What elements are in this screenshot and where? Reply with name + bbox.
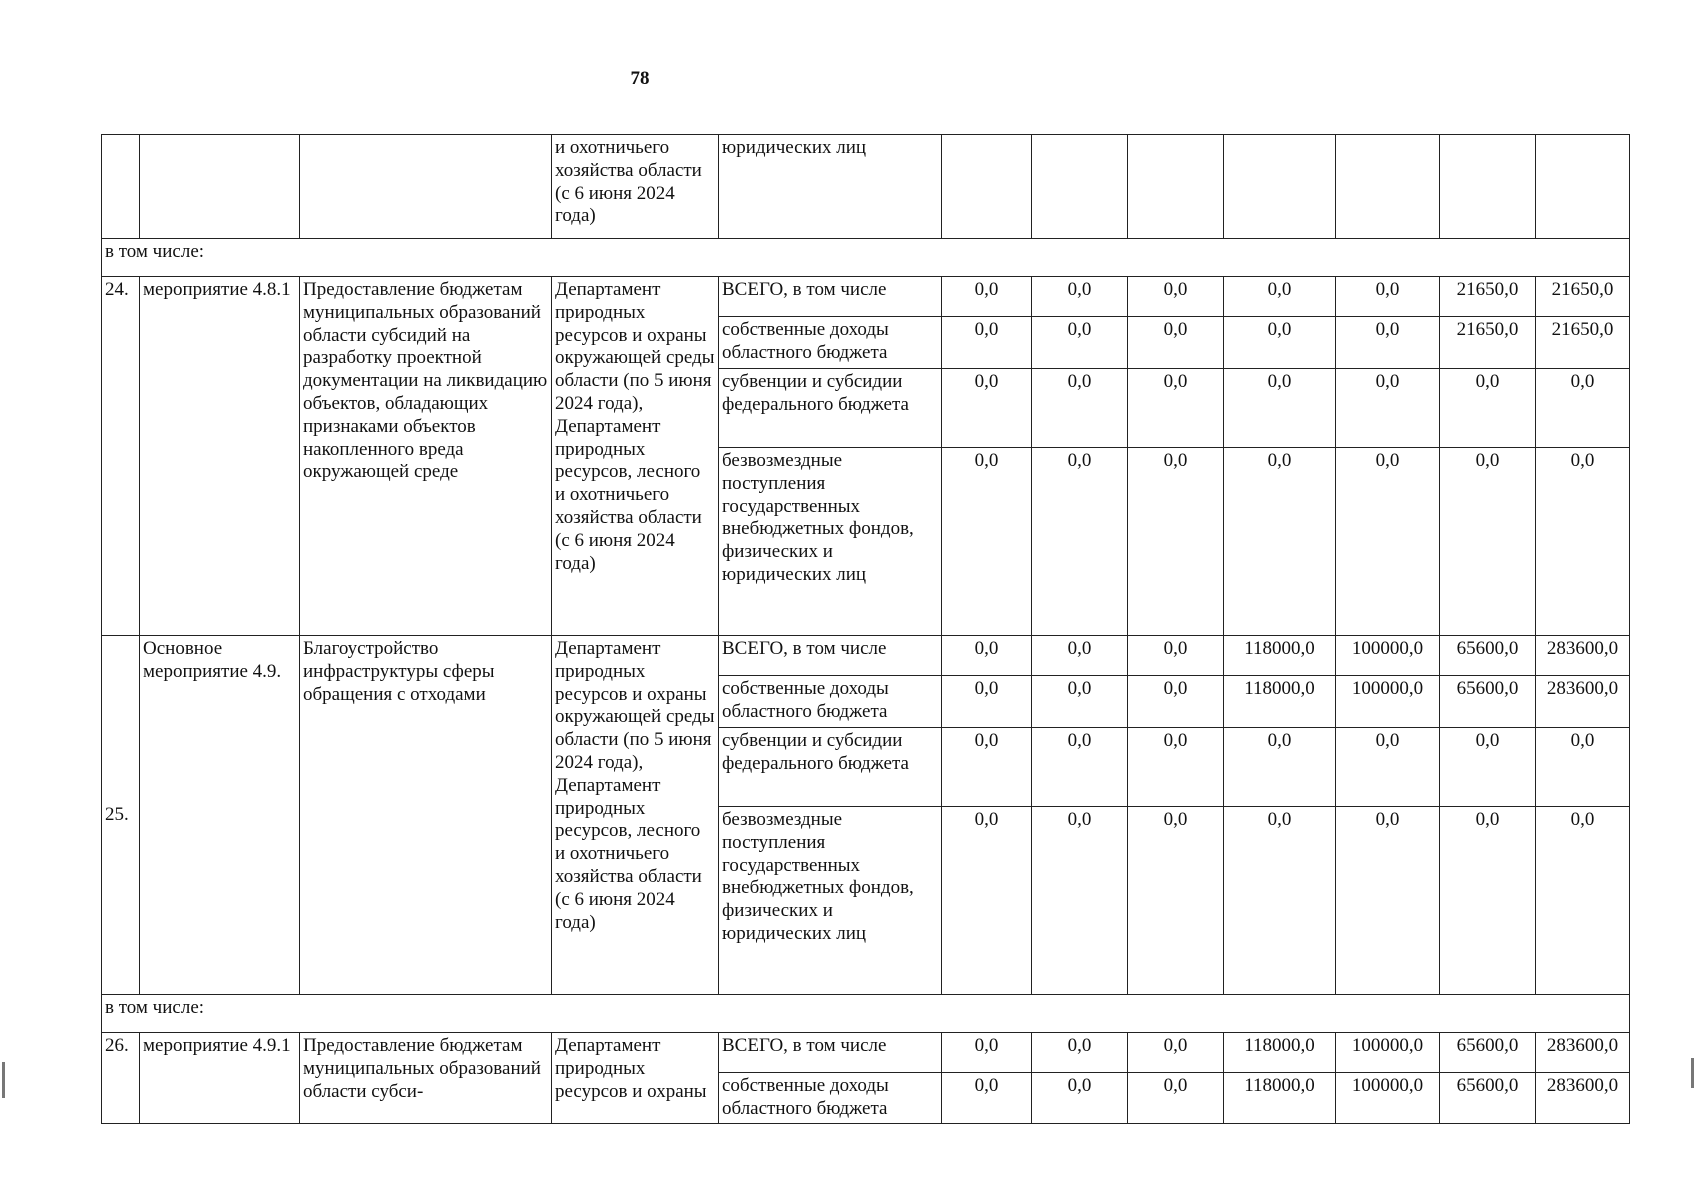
value-cell: 0,0 (1032, 636, 1128, 676)
value-cell: 100000,0 (1336, 636, 1440, 676)
value-cell: 65600,0 (1440, 1073, 1536, 1124)
source-label: ВСЕГО, в том числе (719, 1033, 942, 1073)
measure-number: 24. (102, 277, 140, 636)
value-cell: 0,0 (1336, 317, 1440, 369)
value-cell: 0,0 (1224, 277, 1336, 317)
value-cell: 0,0 (1336, 807, 1440, 995)
value-cell: 0,0 (942, 636, 1032, 676)
value-cell: 0,0 (1032, 448, 1128, 636)
value-cell: 21650,0 (1536, 277, 1630, 317)
value-cell: 0,0 (1032, 676, 1128, 728)
value-cell: 0,0 (942, 1033, 1032, 1073)
value-cell: 0,0 (942, 369, 1032, 448)
source-label: собственные доходы областного бюджета (719, 317, 942, 369)
value-cell: 100000,0 (1336, 1033, 1440, 1073)
value-cell: 0,0 (1224, 728, 1336, 807)
value-cell: 0,0 (1440, 728, 1536, 807)
table-row (102, 277, 1630, 317)
continuation-row (102, 135, 1630, 239)
value-cell: 0,0 (942, 317, 1032, 369)
value-cell: 0,0 (942, 448, 1032, 636)
source-label: субвенции и субсидии федерального бюджета (719, 728, 942, 807)
value-cell: 0,0 (1536, 369, 1630, 448)
measure-description: Предоставление бюджетам муниципальных образований области субси- (300, 1033, 552, 1124)
table-row (102, 636, 1630, 676)
measure-department: Департамент природных ресурсов и охраны окружающей среды области (по 5 июня 2024 года), Департамент природных ресурсов, лесного и охотничьего хозяйства области (с 6 июня 2024 года) (552, 636, 719, 995)
scan-mark (2, 1062, 5, 1098)
value-cell: 65600,0 (1440, 636, 1536, 676)
value-cell: 283600,0 (1536, 636, 1630, 676)
measure-department: Департамент природных ресурсов и охраны (552, 1033, 719, 1124)
value-cell: 0,0 (1032, 807, 1128, 995)
page-number: 78 (630, 68, 650, 89)
value-cell: 0,0 (1224, 448, 1336, 636)
value-cell: 0,0 (942, 807, 1032, 995)
value-cell: 0,0 (1032, 1073, 1128, 1124)
measure-number: 26. (102, 1033, 140, 1124)
table-row (102, 1033, 1630, 1073)
scan-mark (1691, 1058, 1694, 1088)
value-cell: 100000,0 (1336, 1073, 1440, 1124)
source-label: субвенции и субсидии федерального бюджета (719, 369, 942, 448)
value-cell: 0,0 (1032, 369, 1128, 448)
value-cell: 21650,0 (1536, 317, 1630, 369)
value-cell: 118000,0 (1224, 1033, 1336, 1073)
value-cell: 100000,0 (1336, 676, 1440, 728)
value-cell: 0,0 (1440, 807, 1536, 995)
measure-type: мероприятие 4.8.1 (140, 277, 300, 636)
number-cell (102, 135, 140, 239)
value-cell: 0,0 (1536, 807, 1630, 995)
value-cell: 0,0 (1336, 277, 1440, 317)
value-cell: 0,0 (942, 676, 1032, 728)
value-cell: 0,0 (1536, 728, 1630, 807)
value-cell: 0,0 (1440, 369, 1536, 448)
value-cell: 0,0 (1128, 807, 1224, 995)
value-cell: 65600,0 (1440, 676, 1536, 728)
measure-description: Предоставление бюджетам муниципальных образований области субсидий на разработку проектной документации на ликвидацию объектов, обладающих признаками объектов накопленного вреда окружающей среде (300, 277, 552, 636)
value-cell: 0,0 (1032, 277, 1128, 317)
measure-description: Благоустройство инфраструктуры сферы обращения с отходами (300, 636, 552, 995)
value-cell: 21650,0 (1440, 317, 1536, 369)
value-cell: 0,0 (1336, 728, 1440, 807)
measure-type: мероприятие 4.9.1 (140, 1033, 300, 1124)
measure-department: Департамент природных ресурсов и охраны окружающей среды области (по 5 июня 2024 года), Департамент природных ресурсов, лесного и охотничьего хозяйства области (с 6 июня 2024 года) (552, 277, 719, 636)
source-label: ВСЕГО, в том числе (719, 636, 942, 676)
value-cell: 118000,0 (1224, 1073, 1336, 1124)
value-cell: 283600,0 (1536, 676, 1630, 728)
value-cell: 0,0 (1128, 277, 1224, 317)
source-label: безвозмездные поступления государственных внебюджетных фондов, физических и юридических лиц (719, 448, 942, 636)
department-cell: и охотничьего хозяйства области (с 6 июня 2024 года) (552, 135, 719, 239)
value-cell: 0,0 (1128, 728, 1224, 807)
value-cell: 0,0 (1128, 676, 1224, 728)
subheading: в том числе: (102, 239, 1630, 277)
description-cell (300, 135, 552, 239)
value-cell: 0,0 (942, 728, 1032, 807)
subheading: в том числе: (102, 995, 1630, 1033)
type-cell (140, 135, 300, 239)
value-cell: 0,0 (942, 277, 1032, 317)
value-cell: 0,0 (1128, 448, 1224, 636)
value-cell: 0,0 (1440, 448, 1536, 636)
source-label: собственные доходы областного бюджета (719, 676, 942, 728)
value-cell: 65600,0 (1440, 1033, 1536, 1073)
value-cell: 0,0 (1336, 448, 1440, 636)
value-cell: 283600,0 (1536, 1073, 1630, 1124)
value-cell: 0,0 (1032, 728, 1128, 807)
value-cell: 0,0 (1224, 317, 1336, 369)
value-cell: 0,0 (1032, 317, 1128, 369)
subheading-row (102, 239, 1630, 277)
value-cell: 283600,0 (1536, 1033, 1630, 1073)
source-cell: юридических лиц (719, 135, 942, 239)
value-cell: 0,0 (1128, 369, 1224, 448)
source-label: безвозмездные поступления государственных внебюджетных фондов, физических и юридических лиц (719, 807, 942, 995)
value-cell: 0,0 (1128, 317, 1224, 369)
value-cell: 0,0 (1336, 369, 1440, 448)
value-cell: 0,0 (1536, 448, 1630, 636)
value-cell: 21650,0 (1440, 277, 1536, 317)
subheading-row (102, 995, 1630, 1033)
value-cell: 0,0 (1224, 807, 1336, 995)
source-label: собственные доходы областного бюджета (719, 1073, 942, 1124)
value-cell: 0,0 (1128, 1033, 1224, 1073)
value-cell: 0,0 (1224, 369, 1336, 448)
measure-number: 25. (102, 636, 140, 995)
value-cell: 0,0 (942, 1073, 1032, 1124)
budget-table (101, 134, 1630, 1124)
value-cell: 118000,0 (1224, 676, 1336, 728)
source-label: ВСЕГО, в том числе (719, 277, 942, 317)
value-cell: 0,0 (1032, 1033, 1128, 1073)
value-cell: 0,0 (1128, 636, 1224, 676)
value-cell: 118000,0 (1224, 636, 1336, 676)
measure-type: Основное мероприятие 4.9. (140, 636, 300, 995)
value-cell: 0,0 (1128, 1073, 1224, 1124)
